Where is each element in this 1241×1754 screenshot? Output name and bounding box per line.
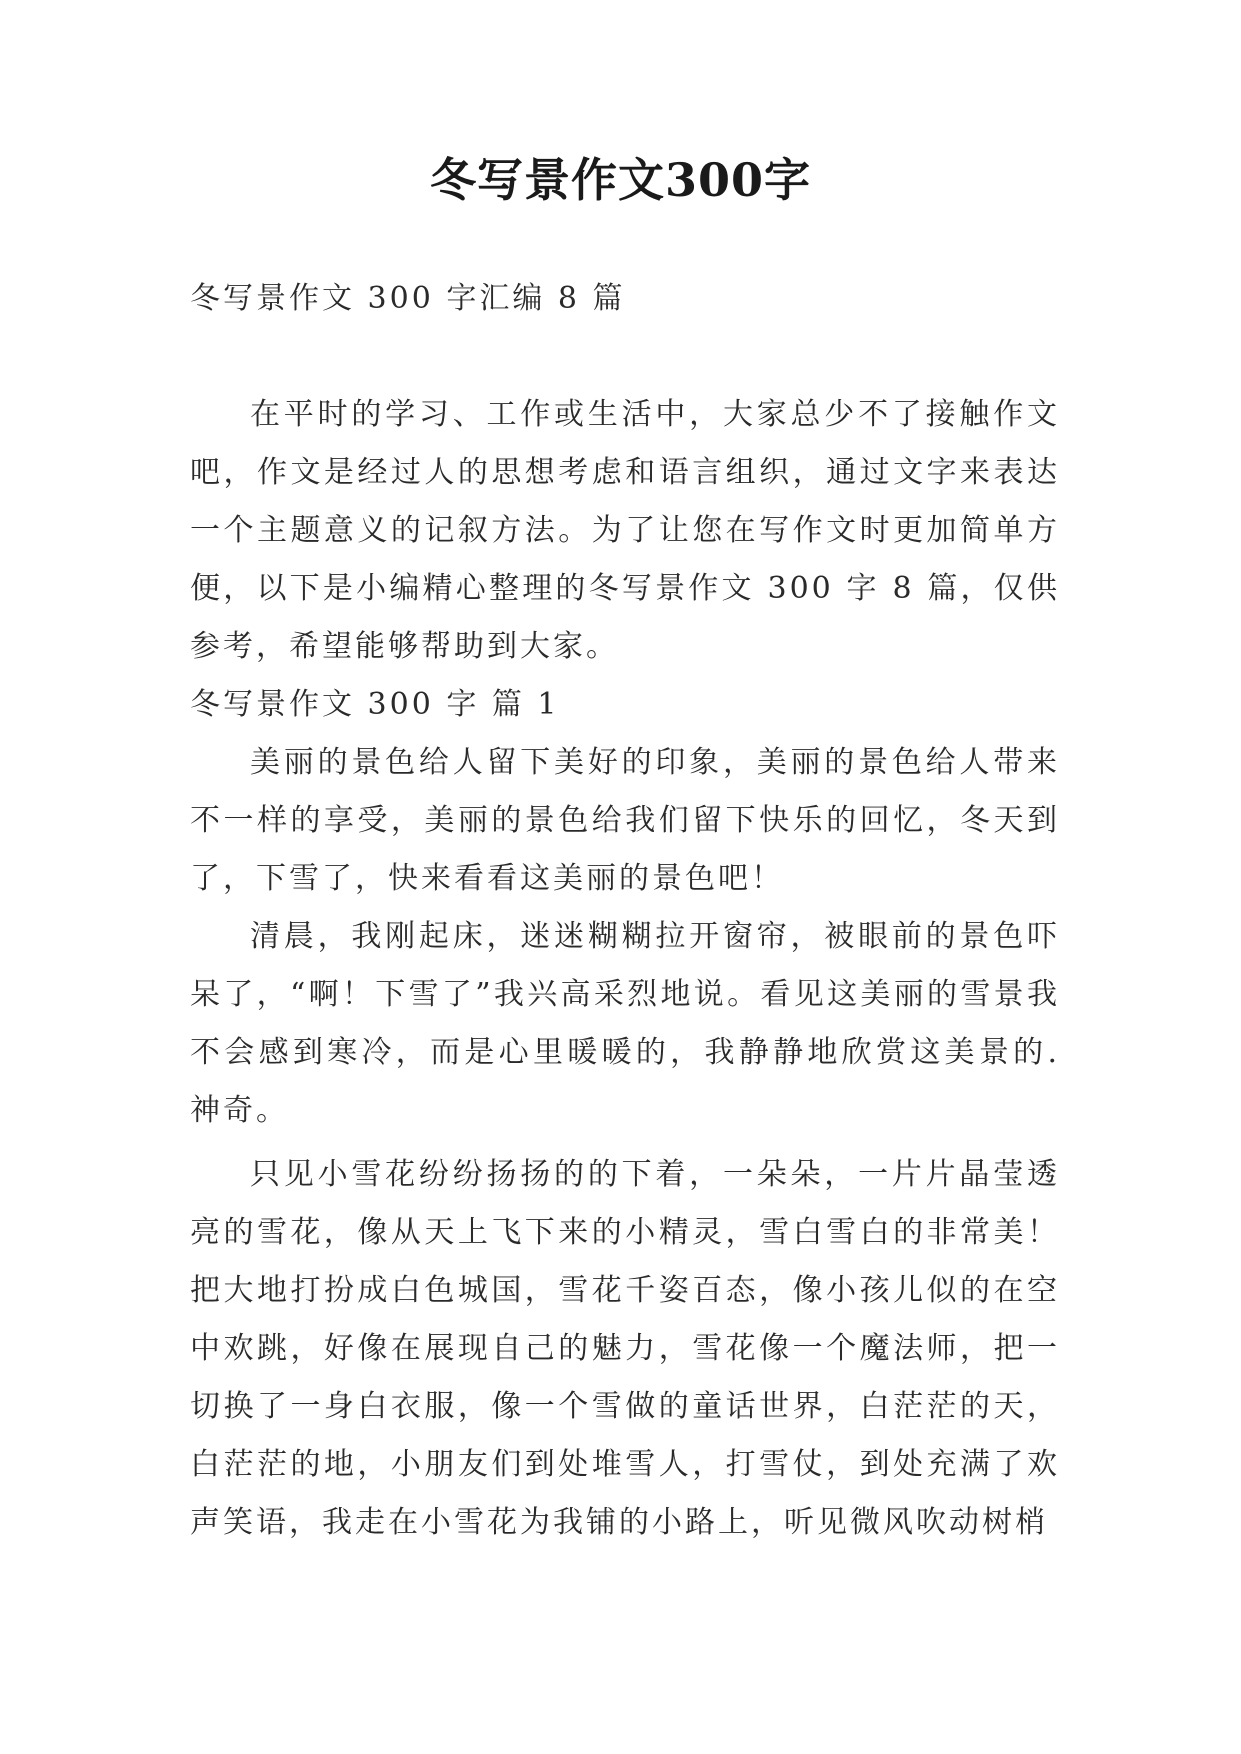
body-paragraph: 美丽的景色给人留下美好的印象，美丽的景色给人带来不一样的享受，美丽的景色给我们留下快乐的回忆，冬天到了，下雪了，快来看看这美丽的景色吧！ <box>190 745 1060 896</box>
page-title: 冬写景作文300字 <box>429 153 812 207</box>
document-subtitle: 冬写景作文 300 字汇编 8 篇 <box>190 281 626 316</box>
document-body <box>190 270 1060 1552</box>
body-paragraph: 清晨，我刚起床，迷迷糊糊拉开窗帘，被眼前的景色吓呆了，“啊！下雪了”我兴高采烈地说。看见这美丽的雪景我不会感到寒冷，而是心里暖暖的，我静静地欣赏这美景的.神奇。 <box>190 919 1060 1128</box>
body-paragraph: 只见小雪花纷纷扬扬的的下着，一朵朵，一片片晶莹透亮的雪花，像从天上飞下来的小精灵，雪白雪白的非常美！把大地打扮成白色城国，雪花千姿百态，像小孩儿似的在空中欢跳，好像在展现自己的魅力，雪花像一个魔法师，把一切换了一身白衣服，像一个雪做的童话世界，白茫茫的天，白茫茫的地，小朋友们到处堆雪人，打雪仗，到处充满了欢声笑语，我走在小雪花为我铺的小路上，听见微风吹动树梢 <box>190 1157 1060 1540</box>
intro-paragraph: 在平时的学习、工作或生活中，大家总少不了接触作文吧，作文是经过人的思想考虑和语言组织，通过文字来表达一个主题意义的记叙方法。为了让您在写作文时更加简单方便，以下是小编精心整理的冬写景作文 300 字 8 篇，仅供参考，希望能够帮助到大家。 <box>190 397 1060 664</box>
section-heading: 冬写景作文 300 字 篇 1 <box>190 687 560 722</box>
